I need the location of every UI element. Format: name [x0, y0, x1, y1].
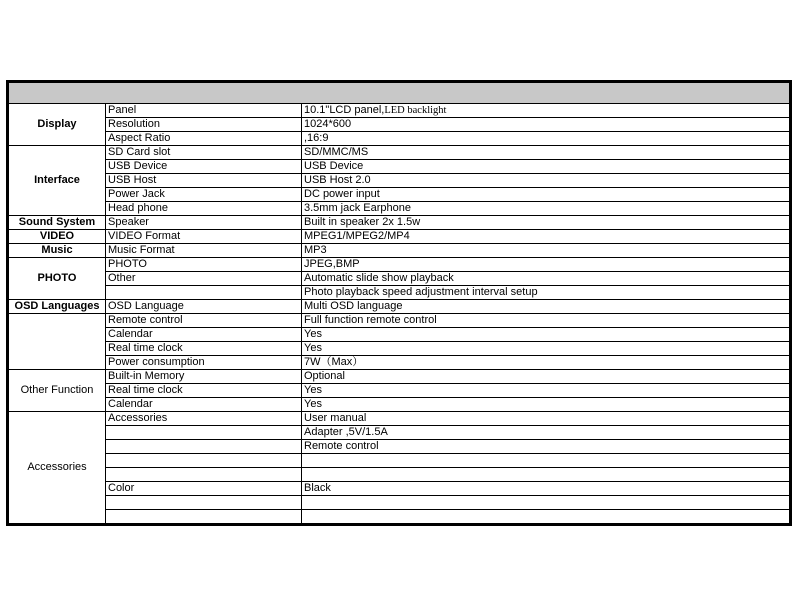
row-value: USB Host 2.0 [302, 174, 791, 188]
row-item: Head phone [106, 202, 302, 216]
row-value: JPEG,BMP [302, 258, 791, 272]
table-row [8, 300, 791, 314]
table-row [8, 370, 791, 384]
table-row [8, 286, 791, 300]
group-label-photo: PHOTO [8, 258, 106, 300]
row-value: 7W（Max） [302, 356, 791, 370]
table-row [8, 426, 791, 440]
row-item: OSD Language [106, 300, 302, 314]
table-row [8, 202, 791, 216]
row-item: Panel [106, 104, 302, 118]
row-value: Yes [302, 342, 791, 356]
table-row [8, 244, 791, 258]
group-label-display: Display [8, 104, 106, 146]
row-value: MPEG1/MPEG2/MP4 [302, 230, 791, 244]
row-item: Calendar [106, 328, 302, 342]
group-label-other-function: Other Function [8, 370, 106, 412]
row-item: Power consumption [106, 356, 302, 370]
table-row [8, 314, 791, 328]
row-item: SD Card slot [106, 146, 302, 160]
table-row [8, 454, 791, 468]
group-label-blank [8, 314, 106, 370]
group-label-video: VIDEO [8, 230, 106, 244]
row-item: USB Host [106, 174, 302, 188]
table-row [8, 342, 791, 356]
row-item: Built-in Memory [106, 370, 302, 384]
group-label-osd: OSD Languages [8, 300, 106, 314]
row-item: PHOTO [106, 258, 302, 272]
row-value: USB Device [302, 160, 791, 174]
row-value [302, 468, 791, 482]
row-value: Photo playback speed adjustment interval setup [302, 286, 791, 300]
row-item [106, 468, 302, 482]
table-row [8, 258, 791, 272]
table-row [8, 356, 791, 370]
row-item: USB Device [106, 160, 302, 174]
row-item [106, 426, 302, 440]
row-item [106, 286, 302, 300]
group-label-interface: Interface [8, 146, 106, 216]
group-label-music: Music [8, 244, 106, 258]
row-value [302, 104, 791, 118]
row-item: Color [106, 482, 302, 496]
table-row [8, 412, 791, 426]
table-row [8, 384, 791, 398]
group-label-accessories: Accessories [8, 412, 106, 525]
row-value: Yes [302, 384, 791, 398]
row-value-text: 10.1"LCD panel, [304, 104, 385, 116]
table-row [8, 398, 791, 412]
row-item: Speaker [106, 216, 302, 230]
table-row [8, 482, 791, 496]
row-value: Yes [302, 328, 791, 342]
row-value [302, 496, 791, 510]
row-value: 1024*600 [302, 118, 791, 132]
table-row [8, 272, 791, 286]
row-item: Remote control [106, 314, 302, 328]
table-row [8, 118, 791, 132]
table-row [8, 440, 791, 454]
row-value: 3.5mm jack Earphone [302, 202, 791, 216]
row-item [106, 510, 302, 525]
row-value: User manual [302, 412, 791, 426]
row-item: Real time clock [106, 384, 302, 398]
row-item: VIDEO Format [106, 230, 302, 244]
row-item: Calendar [106, 398, 302, 412]
row-value: Optional [302, 370, 791, 384]
row-item [106, 496, 302, 510]
group-label-sound: Sound System [8, 216, 106, 230]
table-row [8, 328, 791, 342]
table-row [8, 496, 791, 510]
row-value: Multi OSD language [302, 300, 791, 314]
table-row [8, 188, 791, 202]
row-item: Power Jack [106, 188, 302, 202]
row-item: Other [106, 272, 302, 286]
row-value: Remote control [302, 440, 791, 454]
row-value: Black [302, 482, 791, 496]
table-row [8, 104, 791, 118]
table-row [8, 146, 791, 160]
row-value: Full function remote control [302, 314, 791, 328]
row-value [302, 454, 791, 468]
table-row [8, 230, 791, 244]
row-value-extra: LED backlight [384, 105, 447, 116]
row-item [106, 454, 302, 468]
row-item: Real time clock [106, 342, 302, 356]
row-value [302, 510, 791, 525]
row-value: Adapter ,5V/1.5A [302, 426, 791, 440]
row-item: Accessories [106, 412, 302, 426]
row-value: MP3 [302, 244, 791, 258]
row-value: ,16:9 [302, 132, 791, 146]
table-row [8, 132, 791, 146]
table-header-row [8, 82, 791, 104]
table-row [8, 216, 791, 230]
spec-table [6, 80, 792, 526]
row-value: Automatic slide show playback [302, 272, 791, 286]
row-value: Built in speaker 2x 1.5w [302, 216, 791, 230]
row-item: Resolution [106, 118, 302, 132]
row-value: Yes [302, 398, 791, 412]
row-item: Music Format [106, 244, 302, 258]
table-header-cell [8, 82, 791, 104]
table-row [8, 468, 791, 482]
table-row [8, 174, 791, 188]
row-value: DC power input [302, 188, 791, 202]
table-row [8, 510, 791, 525]
row-item: Aspect Ratio [106, 132, 302, 146]
row-value: SD/MMC/MS [302, 146, 791, 160]
row-item [106, 440, 302, 454]
table-row [8, 160, 791, 174]
